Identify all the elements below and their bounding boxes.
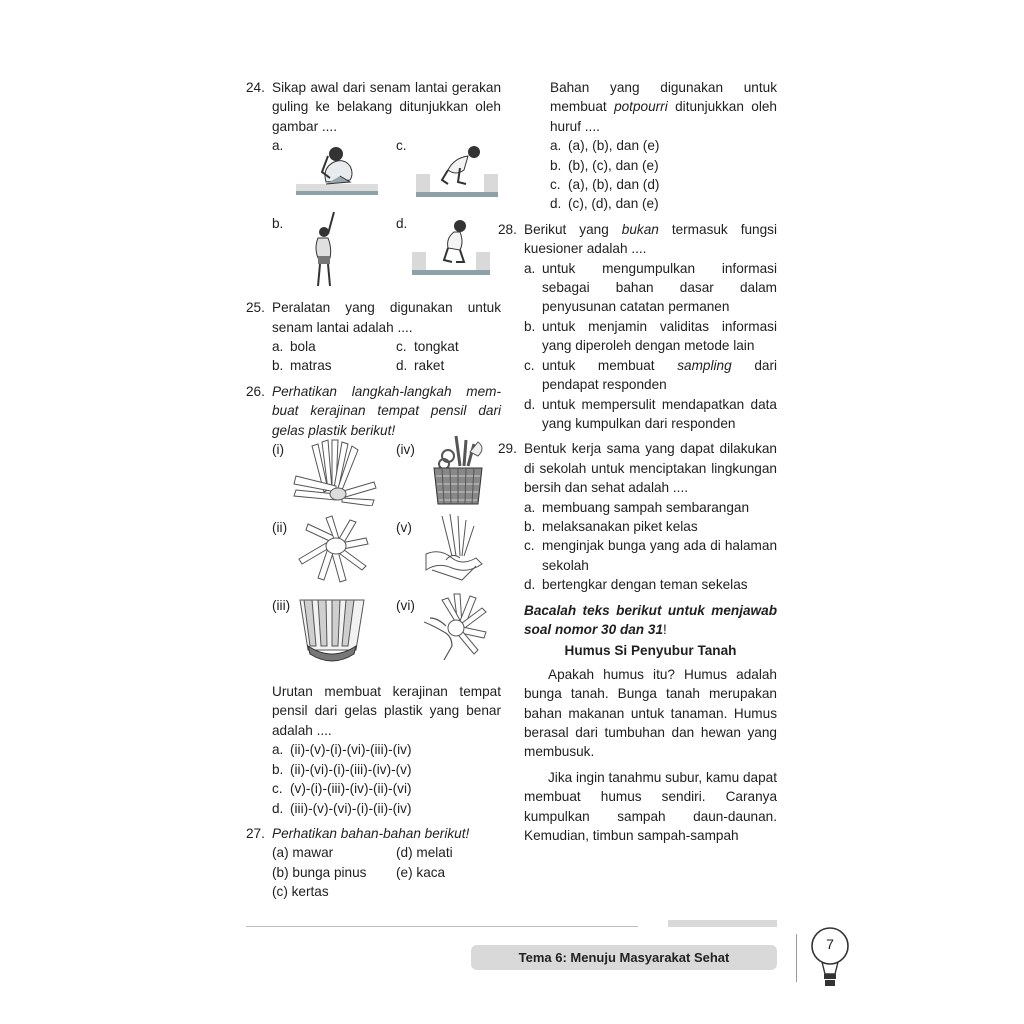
option-c[interactable]: c. tongkat (396, 339, 459, 355)
question-prompt: Bahan yang digunakan untuk membuat potpourri ditunjukkan oleh huruf .... (550, 80, 777, 134)
figure-label: b. (272, 216, 284, 232)
gymnast-squat-illustration (296, 138, 378, 202)
figure-b (272, 214, 396, 292)
option-c[interactable]: c. (v)-(i)-(iii)-(iv)-(ii)-(vi) (272, 781, 412, 797)
page-number: 7 (826, 936, 834, 952)
footer-divider (246, 926, 638, 927)
question-text: Bentuk kerja sama yang dapat dilakukan di sekolah untuk menciptakan lingkungan bersih dan sehat adalah .... (524, 441, 777, 496)
cup-cut-into-strips-illustration (296, 594, 368, 662)
question-25 (246, 298, 501, 376)
left-column (246, 78, 501, 908)
gymnast-crouch-jump-illustration (412, 216, 494, 280)
cut-cup-strips-illustration (292, 436, 378, 506)
gymnast-crouch-mat-illustration (416, 138, 498, 202)
figure-row-bd (272, 214, 501, 292)
options-grid (272, 337, 501, 376)
option-b[interactable]: b. matras (272, 358, 332, 374)
option-b[interactable]: b. melaksanakan piket kelas (524, 518, 698, 534)
option-b[interactable]: b. untuk menjamin validitas informasi yang diperoleh dengan metode lain (524, 318, 777, 354)
option-a[interactable]: a. bola (272, 339, 316, 355)
question-number: 25. (246, 300, 265, 316)
material-item: (a) mawar (272, 845, 334, 861)
question-27 (246, 824, 501, 902)
material-item: (c) kertas (272, 884, 329, 900)
option-d[interactable]: d. raket (396, 358, 445, 374)
pencil-holder-with-tools-illustration (426, 434, 490, 508)
figure-label: (iii) (272, 598, 291, 614)
footer-vertical-divider (796, 934, 797, 982)
gymnast-standing-illustration (300, 210, 350, 292)
question-24 (246, 78, 501, 292)
question-number: 28. (498, 221, 517, 237)
figure-label: (i) (272, 442, 285, 458)
hand-weaving-strips-illustration (420, 592, 490, 662)
hand-folding-strips-illustration (422, 514, 486, 586)
material-item: (b) bunga pinus (272, 864, 367, 880)
option-c[interactable]: c. (a), (b), dan (d) (550, 177, 660, 193)
question-28 (498, 220, 777, 433)
question-number: 26. (246, 383, 265, 399)
question-27-continued (524, 78, 777, 214)
option-b[interactable]: b. (ii)-(vi)-(i)-(iii)-(iv)-(v) (272, 761, 412, 777)
option-d[interactable]: d. bertengkar dengan teman sekelas (524, 577, 748, 593)
craft-figure-vi (396, 596, 527, 674)
footer-theme-label: Tema 6: Menuju Masyarakat Sehat (471, 945, 777, 970)
option-c[interactable]: c. untuk membuat sampling dari pendapat responden (524, 357, 777, 393)
figure-label: (iv) (396, 442, 415, 458)
question-26 (246, 382, 501, 818)
page-number-badge (807, 926, 853, 990)
question-text: Berikut yang bukan termasuk fungsi kuesioner adalah .... (524, 221, 777, 257)
question-prompt: Urutan membuat kerajinan tempat pensil dari gelas plastik yang benar adalah .... (272, 684, 501, 738)
figure-label: (vi) (396, 598, 415, 614)
question-text: Perhatikan bahan-bahan berikut! (272, 825, 470, 841)
question-text: Perhatikan langkah-langkah mem-buat kerajinan tempat pensil dari gelas plastik berikut! (272, 383, 501, 438)
question-29 (498, 439, 777, 594)
question-text: Peralatan yang digunakan untuk senam lantai adalah .... (272, 300, 501, 335)
craft-figure-row-3 (272, 596, 501, 674)
option-a[interactable]: a. (ii)-(v)-(i)-(vi)-(iii)-(iv) (272, 742, 412, 758)
craft-figure-iii (272, 596, 396, 674)
figure-a (272, 136, 396, 214)
question-number: 27. (246, 825, 265, 841)
figure-label: a. (272, 138, 284, 154)
craft-figure-row-2 (272, 518, 501, 596)
figure-label: (ii) (272, 520, 288, 536)
footer-accent-bar (668, 920, 777, 927)
right-column (498, 78, 777, 851)
option-d[interactable]: d. (c), (d), dan (e) (550, 196, 659, 212)
figure-label: (v) (396, 520, 412, 536)
option-a[interactable]: a. membuang sampah sembarangan (524, 499, 750, 515)
question-number: 24. (246, 80, 265, 95)
reading-title: Humus Si Penyubur Tanah (564, 643, 737, 659)
reading-paragraph-2: Jika ingin tanahmu subur, kamu dapat membuat humus sendiri. Caranya kumpulkan sampah daun-daunan. Kemudian, timbun sampah-sampah (524, 769, 777, 844)
question-text: Sikap awal dari senam lantai gerakan guling ke belakang ditunjukkan oleh gambar .... (272, 80, 501, 134)
option-d[interactable]: d. untuk mempersulit mendapatkan data yang kumpulkan dari responden (524, 396, 777, 431)
spread-strips-illustration (296, 514, 376, 586)
material-item: (e) kaca (396, 864, 446, 880)
materials-grid (272, 843, 501, 901)
reading-section (524, 601, 777, 846)
figure-label: c. (396, 138, 407, 154)
craft-figure-row-1 (272, 440, 501, 518)
option-c[interactable]: c. menginjak bunga yang ada di halaman sekolah (524, 538, 777, 573)
option-d[interactable]: d. (iii)-(v)-(vi)-(i)-(ii)-(iv) (272, 800, 412, 816)
material-item: (d) melati (396, 845, 453, 861)
reading-instruction: Bacalah teks berikut untuk menjawab soal nomor 30 dan 31! (524, 602, 777, 637)
option-b[interactable]: b. (b), (c), dan (e) (550, 157, 659, 173)
figure-label: d. (396, 216, 408, 232)
craft-figure-i (272, 440, 396, 518)
option-a[interactable]: a. (a), (b), dan (e) (550, 138, 660, 154)
craft-figure-ii (272, 518, 396, 596)
reading-paragraph-1: Apakah humus itu? Humus adalah bunga tanah. Bunga tanah merupakan bahan makanan untuk tanaman. Humus berasal dari tumbuhan dan hewan yang membusuk. (524, 666, 777, 760)
figure-c (396, 136, 527, 214)
option-a[interactable]: a. untuk mengumpulkan informasi sebagai bahan dasar dalam penyusunan catatan permanen (524, 260, 777, 315)
figure-row-ac (272, 136, 501, 214)
question-number: 29. (498, 441, 517, 457)
